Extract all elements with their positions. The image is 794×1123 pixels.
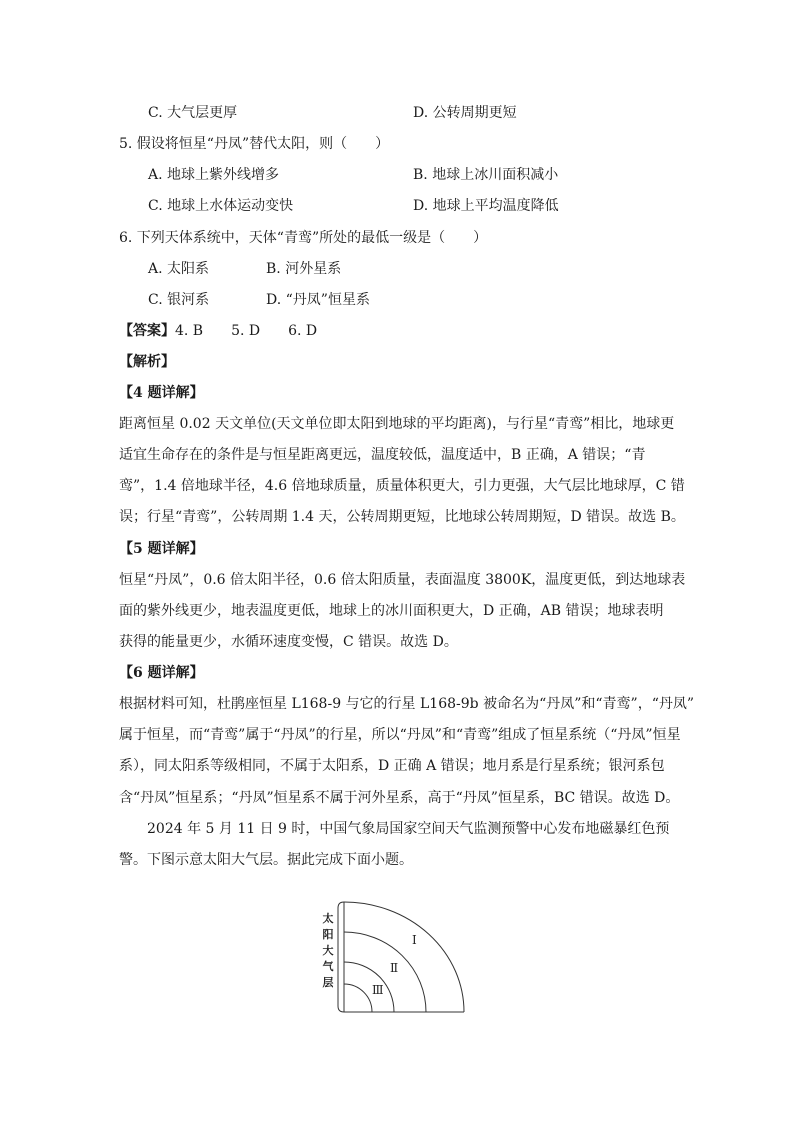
detail6-line-1: 根据材料可知，杜鹃座恒星 L168-9 与它的行星 L168-9b 被命名为“丹凤”和“青鸾”，“丹凤” xyxy=(119,696,695,712)
detail5-title: 【5 题详解】 xyxy=(119,541,204,557)
q6-option-a: A. 太阳系 xyxy=(148,261,210,277)
side-label-char-1: 太 xyxy=(322,912,334,925)
q6-option-b: B. 河外星系 xyxy=(266,261,342,277)
answer-values: 4. B 5. D 6. D xyxy=(175,323,318,339)
side-label-char-5: 层 xyxy=(322,976,334,989)
label-bracket xyxy=(338,902,344,1012)
side-label-char-2: 阳 xyxy=(322,928,334,941)
side-label-char-3: 大 xyxy=(322,944,334,957)
detail6-title: 【6 题详解】 xyxy=(119,665,204,681)
core-arc xyxy=(344,984,372,1012)
q4-option-d: D. 公转周期更短 xyxy=(413,105,517,121)
q5-option-d: D. 地球上平均温度降低 xyxy=(413,198,559,214)
q5-option-c: C. 地球上水体运动变快 xyxy=(148,198,294,214)
answer-label: 【答案】 xyxy=(119,323,175,339)
q5-option-b: B. 地球上冰川面积减小 xyxy=(413,167,559,183)
q5-option-a: A. 地球上紫外线增多 xyxy=(148,167,280,183)
detail4-line-2: 适宜生命存在的条件是与恒星距离更远，温度较低，温度适中，B 正确，A 错误；“青 xyxy=(119,447,646,463)
detail4-line-3: 鸾”，1.4 倍地球半径，4.6 倍地球质量，质量体积更大，引力更强，大气层比地球厚，C 错 xyxy=(119,478,685,494)
solar-atmosphere-figure xyxy=(316,894,476,1018)
detail5-line-2: 面的紫外线更少，地表温度更低，地球上的冰川面积更大，D 正确，AB 错误；地球表明 xyxy=(119,603,664,619)
detail4-line-4: 误；行星“青鸾”，公转周期 1.4 天，公转周期更短，比地球公转周期短，D 错误。故选 B。 xyxy=(119,509,685,525)
inner-layer-arc xyxy=(344,962,394,1012)
q5-stem: 5. 假设将恒星“丹凤”替代太阳，则（ ） xyxy=(119,136,390,152)
q6-stem: 6. 下列天体系统中，天体“青鸾”所处的最低一级是（ ） xyxy=(119,230,488,246)
layer-label-3: Ⅲ xyxy=(372,983,384,997)
detail6-line-2: 属于恒星，而“青鸾”属于“丹凤”的行星，所以“丹凤”和“青鸾”组成了恒星系统（“丹凤”恒星 xyxy=(119,727,681,743)
detail6-line-3: 系），同太阳系等级相同，不属于太阳系，D 正确 A 错误；地月系是行星系统；银河系包 xyxy=(119,758,665,774)
detail5-line-1: 恒星“丹凤”，0.6 倍太阳半径，0.6 倍太阳质量，表面温度 3800K，温度更低，到达地球表 xyxy=(119,572,686,588)
intro-line-1: 2024 年 5 月 11 日 9 时，中国气象局国家空间天气监测预警中心发布地磁暴红色预 xyxy=(147,821,670,837)
detail6-line-4: 含“丹凤”恒星系；“丹凤”恒星系不属于河外星系，高于“丹凤”恒星系，BC 错误。故选 D。 xyxy=(119,790,680,806)
layer-label-2: Ⅱ xyxy=(390,961,399,975)
side-label-char-4: 气 xyxy=(322,960,334,973)
side-label xyxy=(323,911,335,989)
answer-row xyxy=(119,321,317,341)
detail4-line-1: 距离恒星 0.02 天文单位(天文单位即太阳到地球的平均距离)，与行星“青鸾”相比，地球更 xyxy=(119,416,675,432)
analysis-label: 【解析】 xyxy=(119,354,175,370)
intro-line-2: 警。下图示意太阳大气层。据此完成下面小题。 xyxy=(119,852,413,868)
detail4-title: 【4 题详解】 xyxy=(119,385,204,401)
q4-option-c: C. 大气层更厚 xyxy=(148,105,238,121)
detail5-line-3: 获得的能量更少，水循环速度变慢，C 错误。故选 D。 xyxy=(119,634,458,650)
layer-label-1: Ⅰ xyxy=(412,933,417,947)
q6-option-d: D. “丹凤”恒星系 xyxy=(266,292,370,308)
q6-option-c: C. 银河系 xyxy=(148,292,210,308)
